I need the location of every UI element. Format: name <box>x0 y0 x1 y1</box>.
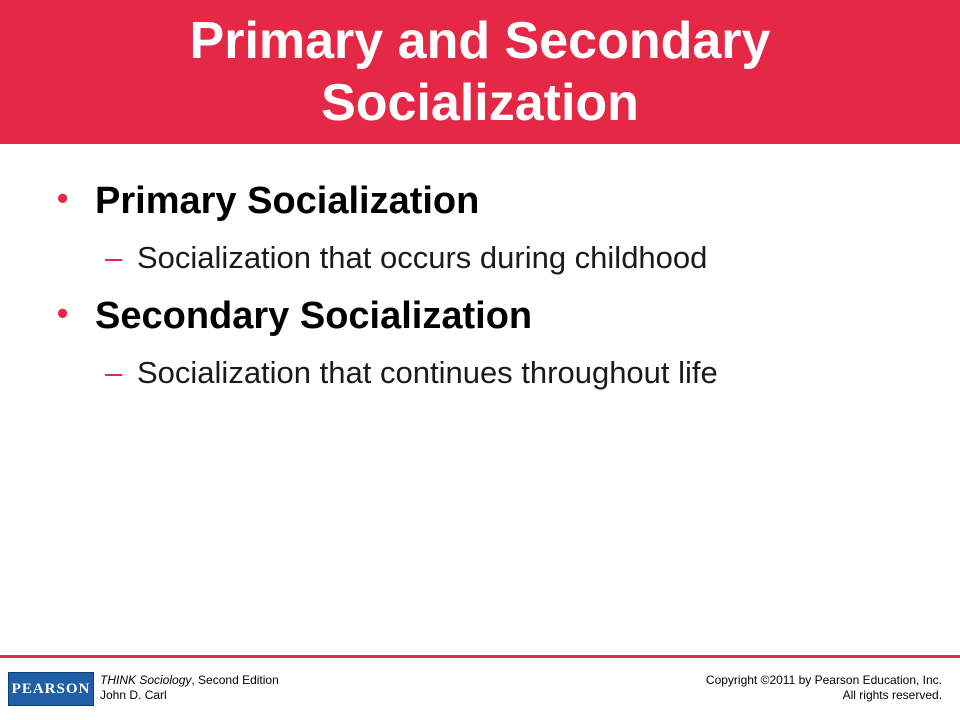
logo-text: PEARSON <box>11 680 91 697</box>
sub-bullet-text: Socialization that occurs during childhood <box>137 240 708 275</box>
copyright-line: Copyright ©2011 by Pearson Education, Inc. <box>705 673 942 687</box>
slide-title: Primary and Secondary Socialization <box>189 12 771 132</box>
bullet-secondary <box>57 295 533 338</box>
sub-bullet-primary <box>105 240 708 276</box>
book-title-line <box>100 673 279 688</box>
book-series: THINK Sociology <box>100 673 192 687</box>
bullet-icon: • <box>57 180 69 216</box>
book-author: John D. Carl <box>100 688 167 702</box>
dash-icon: – <box>105 355 123 390</box>
book-edition: , Second Edition <box>191 673 279 687</box>
sub-bullet-text: Socialization that continues throughout life <box>137 355 718 390</box>
dash-icon: – <box>105 240 123 275</box>
rights-line: All rights reserved. <box>842 688 942 702</box>
bullet-icon: • <box>57 295 69 331</box>
bullet-primary <box>57 180 480 223</box>
bullet-heading: Secondary Socialization <box>95 295 533 337</box>
footer-divider <box>0 655 960 658</box>
copyright-notice <box>706 673 942 703</box>
sub-bullet-secondary <box>105 355 718 391</box>
book-info <box>100 673 279 703</box>
bullet-heading: Primary Socialization <box>95 180 480 222</box>
pearson-logo <box>8 672 94 706</box>
title-bar <box>0 0 960 144</box>
